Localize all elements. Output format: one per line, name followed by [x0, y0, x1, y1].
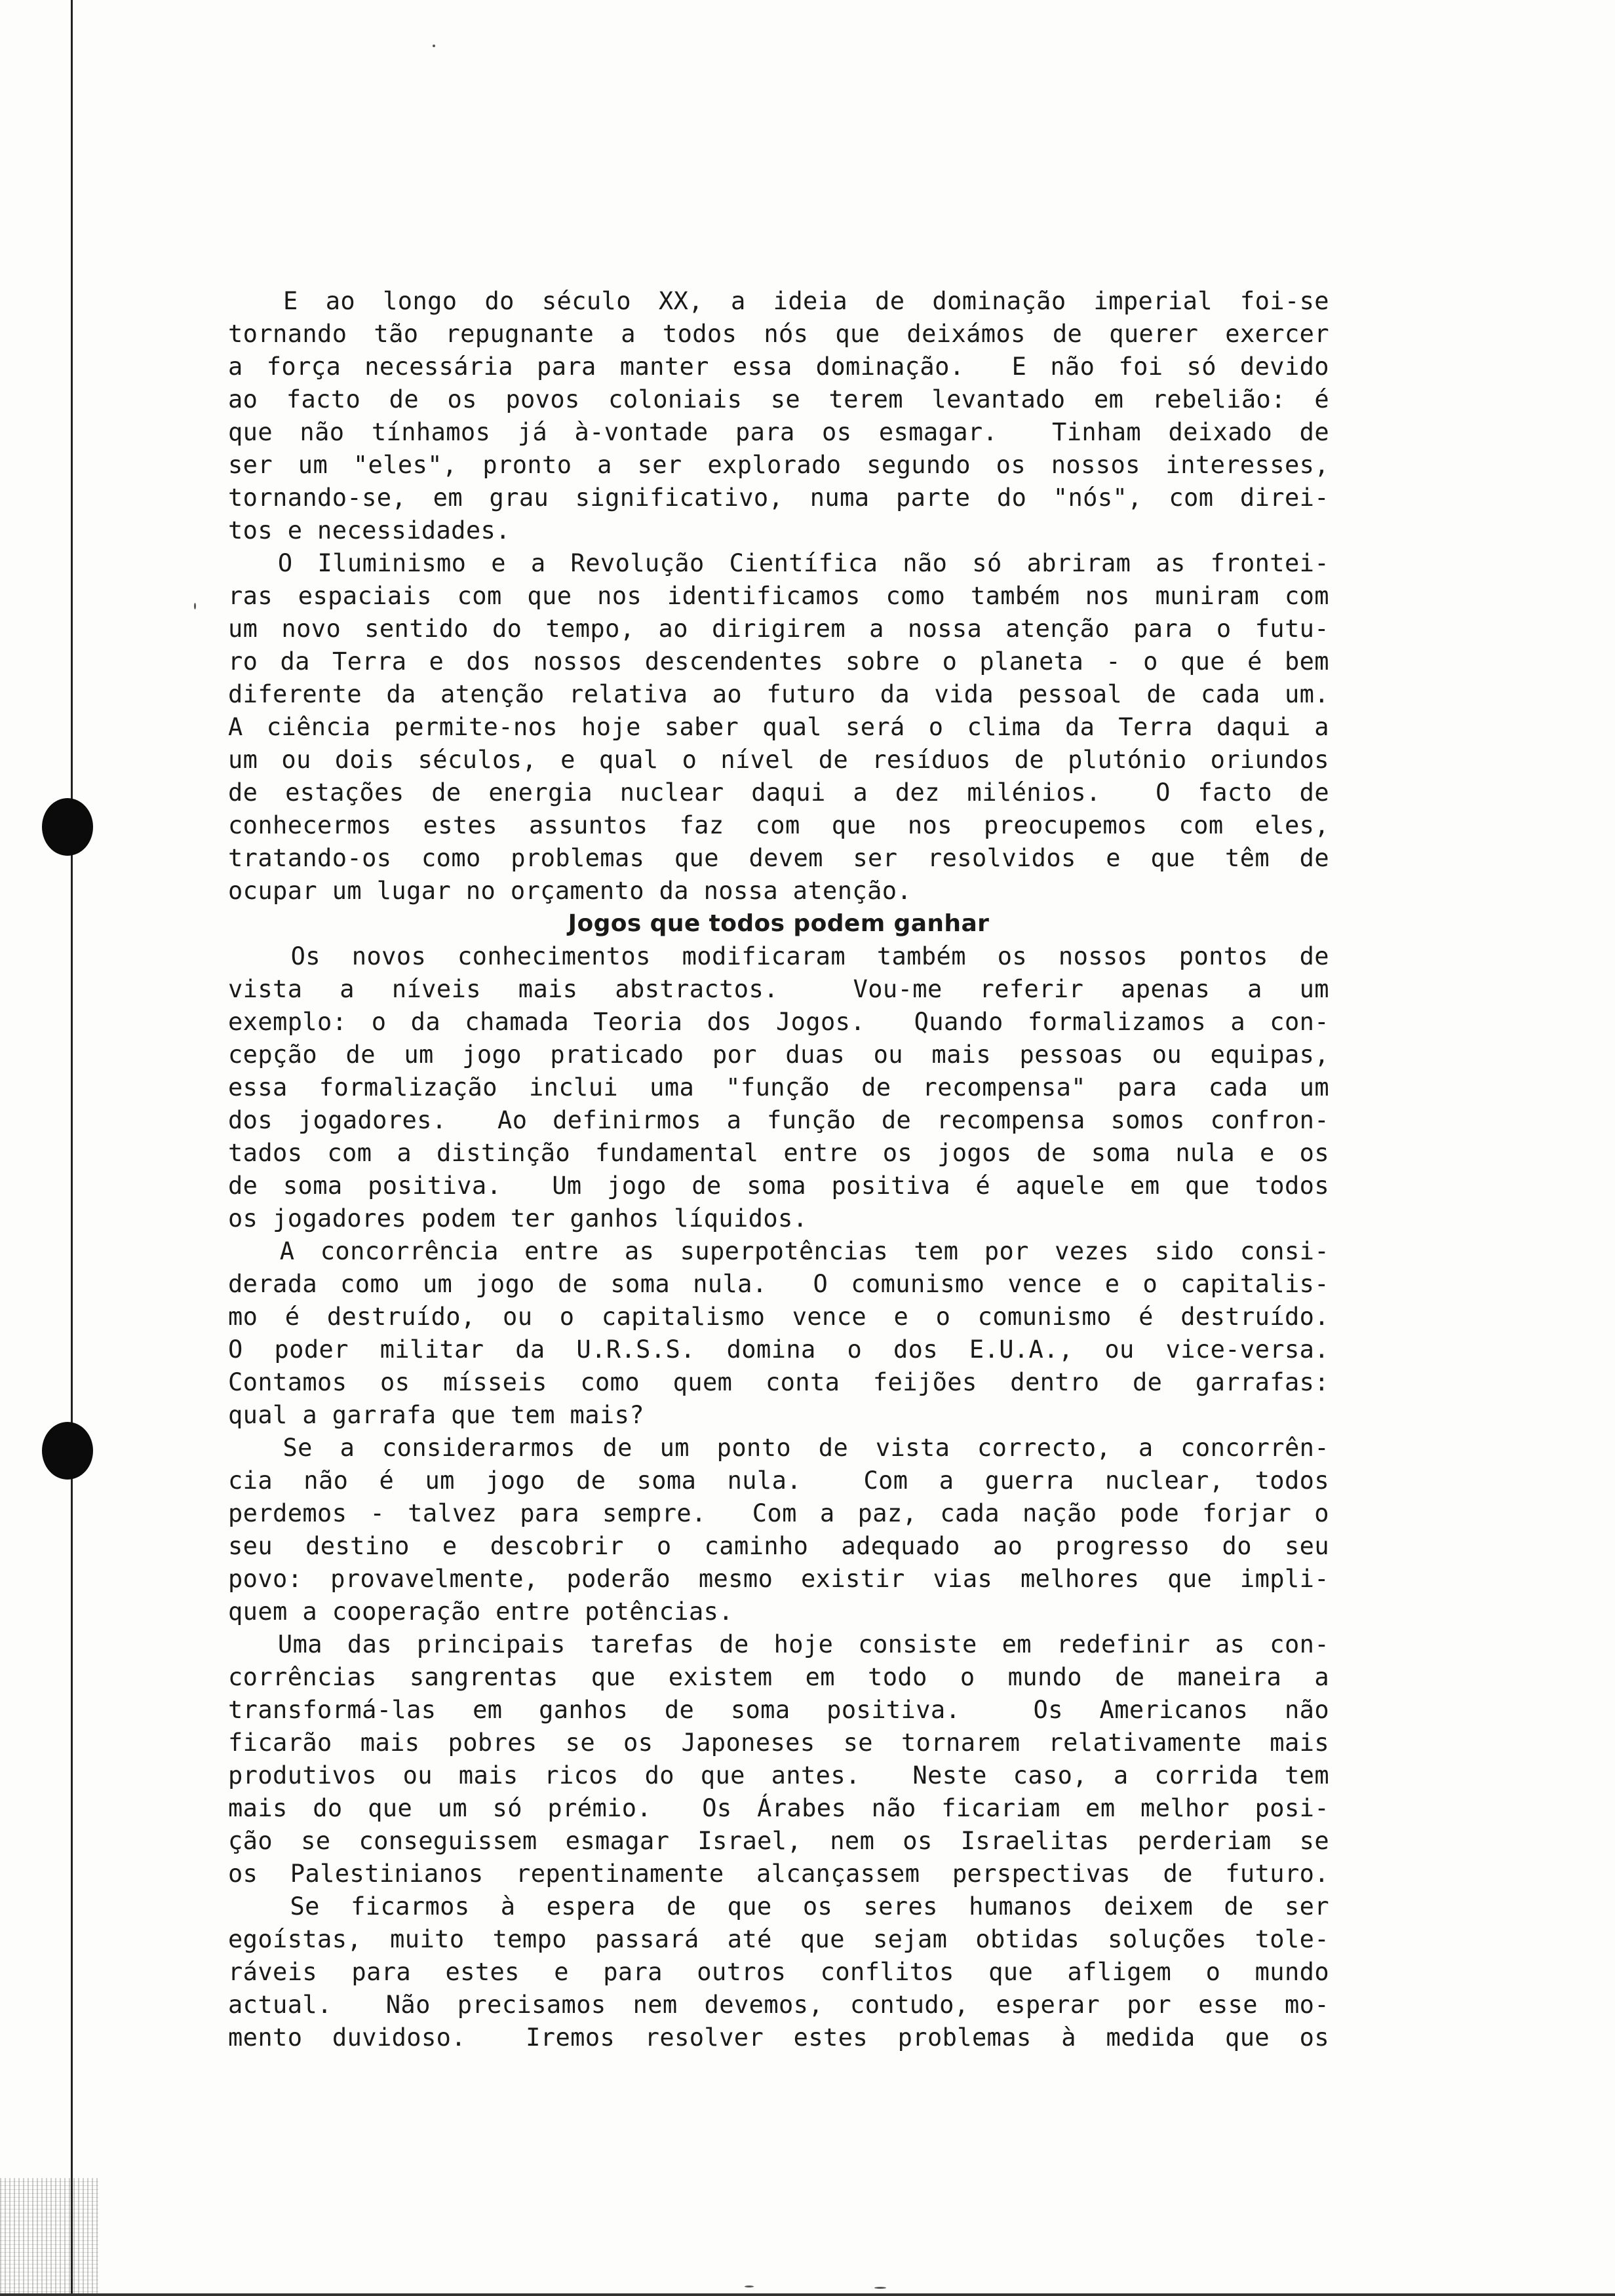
text-line: Contamos os mísseis como quem conta feijões dentro de garrafas: [228, 1368, 1329, 1396]
text-line: Uma das principais tarefas de hoje consiste em redefinir as con- [228, 1630, 1329, 1658]
text-line: ção se conseguissem esmagar Israel, nem os Israelitas perderiam se [228, 1827, 1329, 1855]
text-line: vista a níveis mais abstractos. Vou-me referir apenas a um [228, 975, 1329, 1003]
text-line: Se a considerarmos de um ponto de vista correcto, a concorrên- [228, 1434, 1329, 1462]
text-line: ras espaciais com que nos identificamos como também nos muniram com [228, 582, 1329, 610]
text-line: ser um "eles", pronto a ser explorado segundo os nossos interesses, [228, 451, 1329, 479]
text-line: tratando-os como problemas que devem ser resolvidos e que têm de [228, 844, 1329, 872]
text-line: Se ficarmos à espera de que os seres humanos deixem de ser [228, 1892, 1329, 1921]
text-line: quem a cooperação entre potências. [228, 1598, 733, 1626]
text-line: tornando tão repugnante a todos nós que deixámos de querer exercer [228, 320, 1329, 348]
binding-margin-line [71, 0, 73, 2296]
text-line: os Palestinianos repentinamente alcançassem perspectivas de futuro. [228, 1860, 1329, 1888]
text-line: A ciência permite-nos hoje saber qual será o clima da Terra daqui a [228, 713, 1329, 741]
text-line: que não tínhamos já à-vontade para os esmagar. Tinham deixado de [228, 418, 1329, 446]
text-line: E ao longo do século XX, a ideia de dominação imperial foi-se [228, 287, 1329, 315]
text-line: A concorrência entre as superpotências tem por vezes sido consi- [228, 1237, 1329, 1265]
text-line: ocupar um lugar no orçamento da nossa atenção. [228, 877, 912, 905]
punch-hole-upper [42, 798, 93, 856]
text-line: povo: provavelmente, poderão mesmo existir vias melhores que impli- [228, 1565, 1329, 1593]
text-line: conhecermos estes assuntos faz com que nos preocupemos com eles, [228, 811, 1329, 839]
scan-speck [874, 2287, 886, 2289]
text-line: qual a garrafa que tem mais? [228, 1401, 644, 1429]
text-line: derada como um jogo de soma nula. O comunismo vence e o capitalis- [228, 1270, 1329, 1298]
text-line: exemplo: o da chamada Teoria dos Jogos. Quando formalizamos a con- [228, 1008, 1329, 1036]
section-heading: Jogos que todos podem ganhar [568, 910, 990, 937]
text-line: perdemos - talvez para sempre. Com a paz, cada nação pode forjar o [228, 1499, 1329, 1527]
text-line: ráveis para estes e para outros conflitos que afligem o mundo [228, 1958, 1329, 1986]
text-line: os jogadores podem ter ganhos líquidos. [228, 1204, 808, 1233]
page-bottom-edge [0, 2293, 1615, 2296]
text-line: Os novos conhecimentos modificaram também os nossos pontos de [228, 942, 1329, 970]
text-line: essa formalização inclui uma "função de recompensa" para cada um [228, 1073, 1329, 1101]
text-line: dos jogadores. Ao definirmos a função de recompensa somos confron- [228, 1106, 1329, 1134]
scan-speck [745, 2286, 754, 2287]
text-line: tornando-se, em grau significativo, numa parte do "nós", com direi- [228, 484, 1329, 512]
text-line: um ou dois séculos, e qual o nível de resíduos de plutónio oriundos [228, 746, 1329, 774]
text-line: cepção de um jogo praticado por duas ou mais pessoas ou equipas, [228, 1041, 1329, 1069]
text-line: de estações de energia nuclear daqui a dez milénios. O facto de [228, 778, 1329, 807]
text-line: seu destino e descobrir o caminho adequado ao progresso do seu [228, 1532, 1329, 1560]
text-line: mento duvidoso. Iremos resolver estes problemas à medida que os [228, 2023, 1329, 2052]
text-line: cia não é um jogo de soma nula. Com a guerra nuclear, todos [228, 1466, 1329, 1495]
scan-speck [433, 45, 435, 47]
text-line: O poder militar da U.R.S.S. domina o dos E.U.A., ou vice-versa. [228, 1335, 1329, 1364]
text-line: tados com a distinção fundamental entre os jogos de soma nula e os [228, 1139, 1329, 1167]
text-line: a força necessária para manter essa dominação. E não foi só devido [228, 353, 1329, 381]
text-line: mo é destruído, ou o capitalismo vence e o comunismo é destruído. [228, 1303, 1329, 1331]
scan-speck [194, 603, 196, 609]
text-line: egoístas, muito tempo passará até que sejam obtidas soluções tole- [228, 1925, 1329, 1953]
scan-noise [0, 2178, 98, 2296]
text-line: um novo sentido do tempo, ao dirigirem a nossa atenção para o futu- [228, 615, 1329, 643]
text-line: tos e necessidades. [228, 516, 511, 545]
text-line: O Iluminismo e a Revolução Científica não só abriram as frontei- [228, 549, 1329, 577]
text-line: mais do que um só prémio. Os Árabes não ficariam em melhor posi- [228, 1794, 1329, 1822]
text-line: corrências sangrentas que existem em todo o mundo de maneira a [228, 1663, 1329, 1691]
text-line: actual. Não precisamos nem devemos, contudo, esperar por esse mo- [228, 1991, 1329, 2019]
text-line: ro da Terra e dos nossos descendentes sobre o planeta - o que é bem [228, 647, 1329, 676]
text-line: ficarão mais pobres se os Japoneses se tornarem relativamente mais [228, 1729, 1329, 1757]
punch-hole-lower [42, 1422, 93, 1480]
text-line: transformá-las em ganhos de soma positiva. Os Americanos não [228, 1696, 1329, 1724]
text-line: de soma positiva. Um jogo de soma positiva é aquele em que todos [228, 1172, 1329, 1200]
document-body [228, 285, 1329, 2054]
text-line: produtivos ou mais ricos do que antes. Neste caso, a corrida tem [228, 1761, 1329, 1789]
text-line: ao facto de os povos coloniais se terem levantado em rebelião: é [228, 385, 1329, 413]
text-line: diferente da atenção relativa ao futuro da vida pessoal de cada um. [228, 680, 1329, 708]
